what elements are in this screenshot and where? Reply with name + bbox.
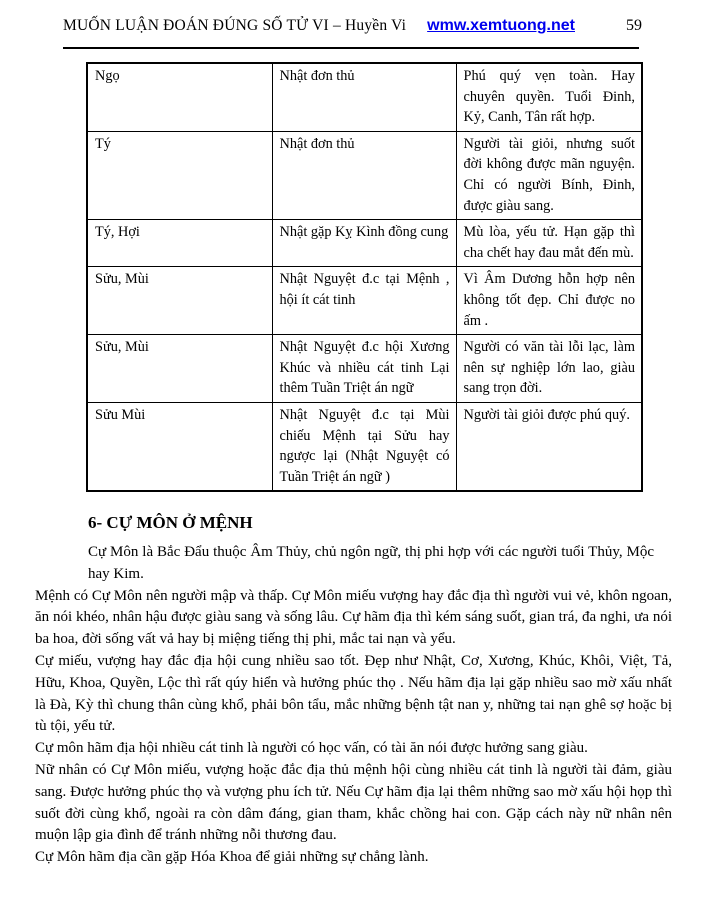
cell-luan: Người tài giỏi được phú quý. xyxy=(456,402,642,491)
cell-luan: Vì Âm Dương hỗn hợp nên không tốt đẹp. Chỉ được no ấm . xyxy=(456,267,642,335)
cell-cung: Sửu, Mùi xyxy=(87,335,272,403)
header-divider xyxy=(63,47,639,49)
cell-cung: Sửu Mùi xyxy=(87,402,272,491)
cell-sao: Nhật đơn thủ xyxy=(272,63,456,131)
cell-sao: Nhật gặp Kỵ Kình đồng cung xyxy=(272,220,456,267)
page-header xyxy=(63,17,642,35)
cell-luan: Người tài giỏi, nhưng suốt đời không được mãn nguyện. Chỉ có người Bính, Đinh, được giàu sang. xyxy=(456,131,642,219)
paragraph: Cự Môn hãm địa cần gặp Hóa Khoa để giải những sự chẳng lành. xyxy=(35,849,429,866)
cell-sao: Nhật đơn thủ xyxy=(272,131,456,219)
website-link[interactable]: wmw.xemtuong.net xyxy=(427,17,575,34)
table-row xyxy=(87,402,642,491)
section-heading: 6- CỰ MÔN Ở MỆNH xyxy=(88,513,253,533)
cell-cung: Tý xyxy=(87,131,272,219)
table-row xyxy=(87,131,642,219)
cell-luan: Phú quý vẹn toàn. Hay chuyên quyền. Tuổi Đinh, Kỷ, Canh, Tân rất hợp. xyxy=(456,63,642,131)
paragraph: Cự môn hãm địa hội nhiều cát tinh là người có học vấn, có tài ăn nói được hưởng sang giàu. xyxy=(35,740,588,757)
header-right-group xyxy=(427,17,642,35)
document-title: MUỐN LUẬN ĐOÁN ĐÚNG SỐ TỬ VI – Huyền Vi xyxy=(63,17,407,34)
table-row xyxy=(87,63,642,131)
cell-sao: Nhật Nguyệt đ.c tại Mùi chiếu Mệnh tại Sửu hay ngược lại (Nhật Nguyệt có Tuần Triệt án ngữ ) xyxy=(272,402,456,491)
cell-sao: Nhật Nguyệt đ.c hội Xương Khúc và nhiều cát tinh Lại thêm Tuần Triệt án ngữ xyxy=(272,335,456,403)
cell-cung: Sửu, Mùi xyxy=(87,267,272,335)
table-row xyxy=(87,220,642,267)
section-body xyxy=(35,512,672,869)
cell-luan: Người có văn tài lỗi lạc, làm nên sự nghiệp lớn lao, giàu sang trọn đời. xyxy=(456,335,642,403)
cell-cung: Ngọ xyxy=(87,63,272,131)
paragraph: Cự miếu, vượng hay đắc địa hội cung nhiều sao tốt. Đẹp như Nhật, Cơ, Xương, Khúc, Khôi, Việt, Tả, Hữu, Khoa, Quyền, Lộc thì rất qúy hiển và hưởng phúc thọ . Nếu hãm địa lại gặp nhiều sao mờ xấu nhất là Đà, Kỳ thì chung thân cùng khổ, phải bôn tẩu, mắc những bệnh tật nan y, những tai nạn ghê sợ hoặc bị tù tội, yểu tử. xyxy=(35,653,672,735)
cell-cung: Tý, Hợi xyxy=(87,220,272,267)
cell-luan: Mù lòa, yếu tử. Hạn gặp thì cha chết hay đau mắt đến mù. xyxy=(456,220,642,267)
paragraph: Mệnh có Cự Môn nên người mập và thấp. Cự Môn miếu vượng hay đắc địa thì người vui vẻ, khôn ngoan, ăn nói khéo, nhân hậu được giàu sang và sống lâu. Cự hãm địa thì kém sáng suốt, gian trá, đa nghi, ưa nói ba hoa, đời sống vất vả hay bị miệng tiếng thị phi, mắc tai nạn và yểu. xyxy=(35,587,672,648)
paragraph-intro: Cự Môn là Bắc Đẩu thuộc Âm Thủy, chủ ngôn ngữ, thị phi hợp với các người tuổi Thủy, Mộc hay Kim. xyxy=(88,544,654,582)
cell-sao: Nhật Nguyệt đ.c tại Mệnh , hội ít cát tinh xyxy=(272,267,456,335)
paragraph: Nữ nhân có Cự Môn miếu, vượng hoặc đắc địa thủ mệnh hội cùng nhiều cát tinh là người tài đảm, giàu sang. Được hưởng phúc thọ và vượng phu ích tử. Nếu Cự hãm địa lại thêm những sao mờ xấu hội họp thì suốt đời cùng khổ, ngoài ra còn dâm đáng, gian tham, khắc chồng hai con. Gặp cách này nữ nhân nên muộn lập gia đình để tránh những nỗi thương đau. xyxy=(35,762,672,844)
luan-doan-table xyxy=(86,62,643,492)
table-row xyxy=(87,335,642,403)
page-number: 59 xyxy=(626,17,642,34)
table-row xyxy=(87,267,642,335)
